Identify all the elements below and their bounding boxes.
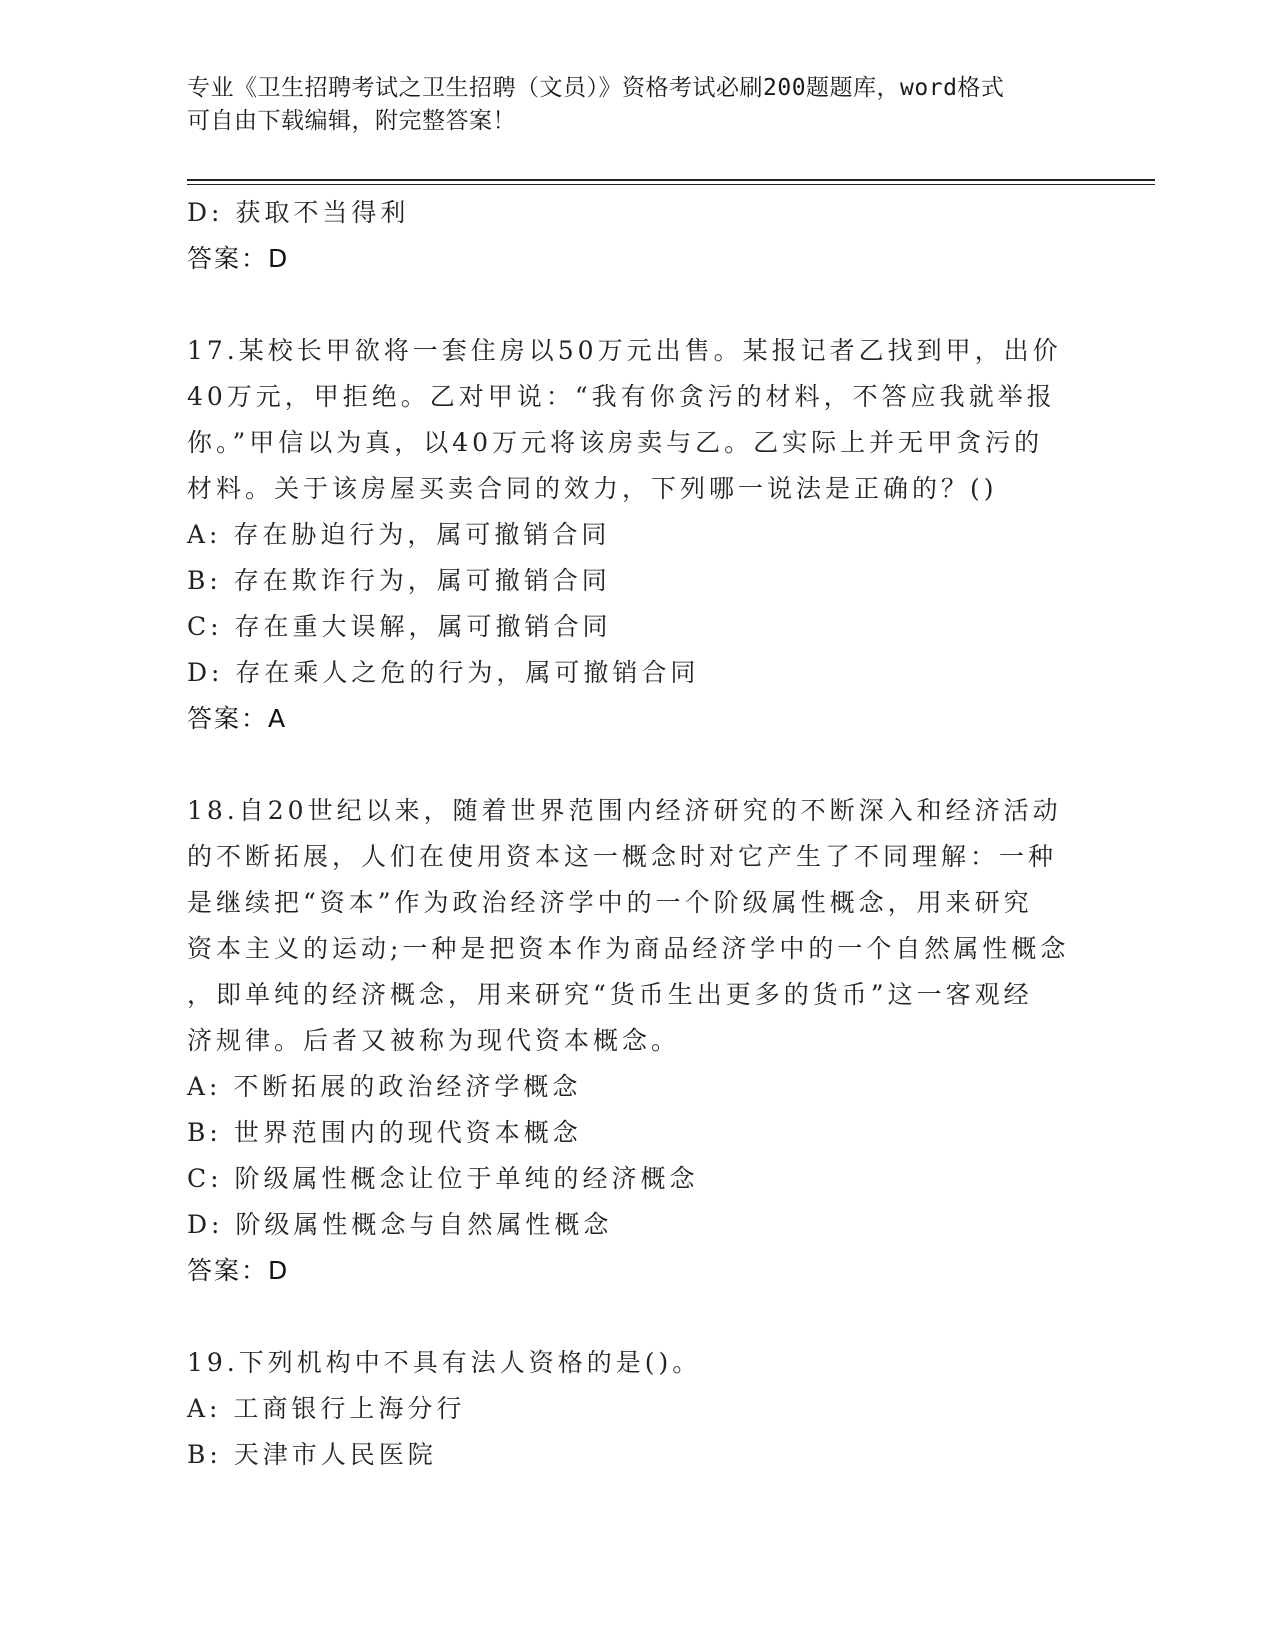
header-divider xyxy=(187,179,1155,185)
question-text-line: 是继续把“资本”作为政治经济学中的一个阶级属性概念，用来研究 xyxy=(187,888,1033,917)
option-d: D: 存在乘人之危的行为，属可撤销合同 xyxy=(187,658,700,687)
option-a: A: 不断拓展的政治经济学概念 xyxy=(187,1072,582,1101)
option-b: B: 天津市人民医院 xyxy=(187,1440,437,1469)
option-a: A: 工商银行上海分行 xyxy=(187,1394,466,1423)
spacer xyxy=(187,282,1067,328)
option-b: B: 存在欺诈行为，属可撤销合同 xyxy=(187,566,611,595)
header-line-1: 专业《卫生招聘考试之卫生招聘（文员）》资格考试必刷200题题库，word格式 xyxy=(187,75,1005,101)
question-text-line: 材料。关于该房屋买卖合同的效力，下列哪一说法是正确的？() xyxy=(187,474,998,503)
option-b: B: 世界范围内的现代资本概念 xyxy=(187,1118,582,1147)
question-text-line: 18.自20世纪以来，随着世界范围内经济研究的不断深入和经济活动 xyxy=(187,796,1062,825)
option-d: D: 获取不当得利 xyxy=(187,198,410,227)
answer-line: 答案：A xyxy=(187,704,288,733)
question-text-line: 17.某校长甲欲将一套住房以50万元出售。某报记者乙找到甲，出价 xyxy=(187,336,1062,365)
option-a: A: 存在胁迫行为，属可撤销合同 xyxy=(187,520,611,549)
question-text-line: 济规律。后者又被称为现代资本概念。 xyxy=(187,1026,681,1055)
header-line-2: 可自由下载编辑，附完整答案！ xyxy=(187,108,516,134)
option-d: D: 阶级属性概念与自然属性概念 xyxy=(187,1210,613,1239)
question-text-line: 19.下列机构中不具有法人资格的是()。 xyxy=(187,1348,702,1377)
question-19 xyxy=(187,1340,1067,1478)
question-text-line: 40万元，甲拒绝。乙对甲说：“我有你贪污的材料，不答应我就举报 xyxy=(187,382,1056,411)
spacer xyxy=(187,1294,1067,1340)
question-content xyxy=(187,190,1070,1478)
spacer xyxy=(187,742,1067,788)
question-17 xyxy=(187,328,1067,742)
question-18 xyxy=(187,788,1070,1294)
question-16 xyxy=(187,190,1067,282)
question-text-line: 你。”甲信以为真，以40万元将该房卖与乙。乙实际上并无甲贪污的 xyxy=(187,428,1044,457)
option-c: C: 存在重大误解，属可撤销合同 xyxy=(187,612,612,641)
page-header xyxy=(187,72,1067,138)
question-text-line: 资本主义的运动;一种是把资本作为商品经济学中的一个自然属性概念 xyxy=(187,934,1070,963)
question-text-line: 的不断拓展，人们在使用资本这一概念时对它产生了不同理解：一种 xyxy=(187,842,1058,871)
answer-line: 答案：D xyxy=(187,244,290,273)
option-c: C: 阶级属性概念让位于单纯的经济概念 xyxy=(187,1164,699,1193)
answer-line: 答案：D xyxy=(187,1256,290,1285)
question-text-line: ，即单纯的经济概念，用来研究“货币生出更多的货币”这一客观经 xyxy=(187,980,1033,1009)
